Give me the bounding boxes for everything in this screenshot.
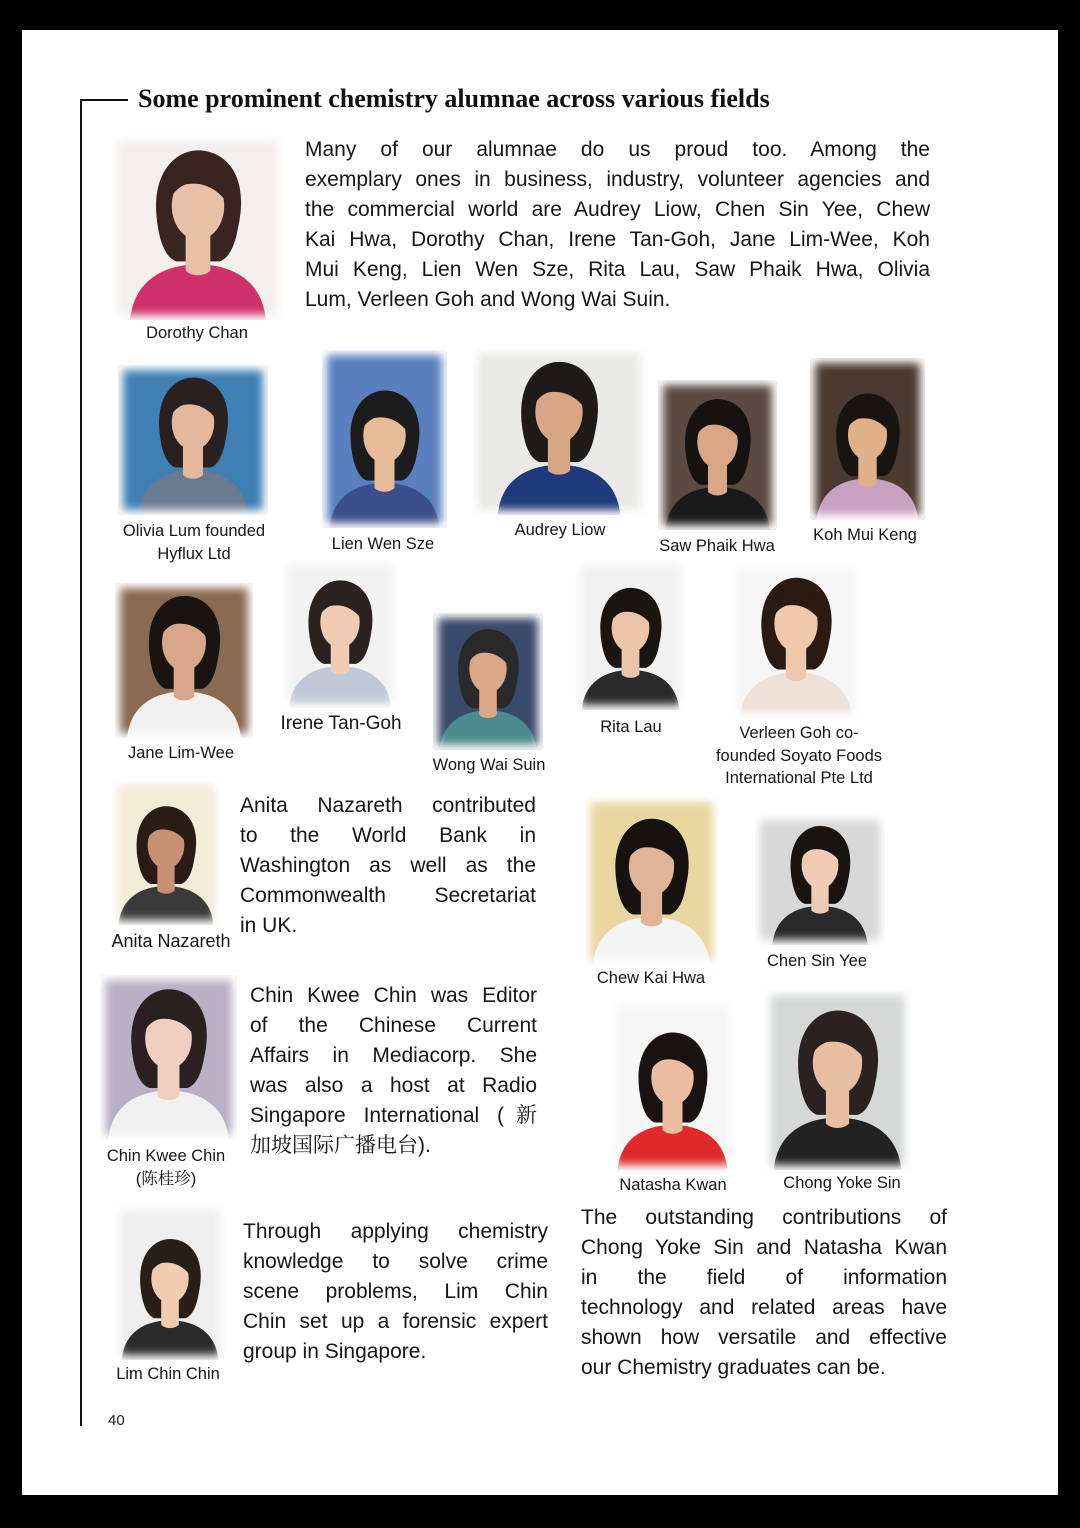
photo-lim-chin-chin bbox=[115, 1205, 225, 1360]
chong-natasha-line: our Chemistry graduates can be. bbox=[581, 1356, 886, 1379]
photo-irene-tan-goh bbox=[282, 560, 398, 708]
intro-paragraph bbox=[305, 135, 930, 315]
chin-line: was also a host at Radio bbox=[250, 1074, 537, 1097]
lim-line: group in Singapore. bbox=[243, 1340, 427, 1363]
photo-saw-phaik-hwa bbox=[658, 380, 777, 530]
intro-line: Mui Keng, Lien Wen Sze, Rita Lau, Saw Phaik Hwa, Olivia bbox=[305, 258, 930, 281]
photo-olivia-lum bbox=[118, 365, 268, 515]
caption-koh-mui-keng: Koh Mui Keng bbox=[813, 526, 917, 544]
caption-chong-yoke-sin: Chong Yoke Sin bbox=[783, 1174, 901, 1192]
caption-lien-wen-sze: Lien Wen Sze bbox=[331, 535, 435, 553]
lim-line: scene problems, Lim Chin bbox=[243, 1280, 548, 1303]
lim-line: Chin set up a forensic expert bbox=[243, 1310, 548, 1333]
chong-natasha-line: The outstanding contributions of bbox=[581, 1206, 947, 1229]
page-title: Some prominent chemistry alumnae across various fields bbox=[138, 84, 770, 113]
chin-line: Singapore International (新 bbox=[250, 1104, 537, 1127]
caption-chen-sin-yee: Chen Sin Yee bbox=[766, 952, 867, 970]
caption-verleen-goh: Verleen Goh co- founded Soyato Foods International Pte Ltd bbox=[715, 724, 883, 787]
intro-line: Lum, Verleen Goh and Wong Wai Suin. bbox=[305, 288, 671, 311]
photo-natasha-kwan bbox=[610, 1000, 735, 1170]
chong-natasha-line: technology and related areas have bbox=[581, 1296, 947, 1319]
anita-paragraph bbox=[240, 791, 536, 941]
chong-natasha-line: Chong Yoke Sin and Natasha Kwan bbox=[581, 1236, 947, 1259]
caption-saw-phaik-hwa: Saw Phaik Hwa bbox=[659, 537, 775, 555]
photo-anita-nazareth bbox=[112, 780, 220, 925]
intro-line: Many of our alumnae do us proud too. Among the bbox=[305, 138, 930, 161]
photo-dorothy-chan bbox=[113, 135, 283, 320]
caption-olivia-lum: Olivia Lum founded Hyflux Ltd bbox=[122, 522, 266, 563]
page-number: 40 bbox=[108, 1412, 125, 1429]
lim-line: knowledge to solve crime bbox=[243, 1250, 548, 1273]
photo-audrey-liow bbox=[473, 348, 645, 515]
chin-line: of the Chinese Current bbox=[250, 1014, 537, 1037]
anita-line: Commonwealth Secretariat bbox=[240, 884, 536, 907]
chin-line: Chin Kwee Chin was Editor bbox=[250, 984, 537, 1007]
caption-jane-lim-wee: Jane Lim-Wee bbox=[127, 744, 235, 762]
chin-line: 加坡国际广播电台). bbox=[250, 1134, 431, 1157]
anita-line: Washington as well as the bbox=[240, 854, 536, 877]
caption-natasha-kwan: Natasha Kwan bbox=[619, 1176, 727, 1194]
lim-paragraph bbox=[243, 1217, 548, 1367]
intro-line: the commercial world are Audrey Liow, Chen Sin Yee, Chew bbox=[305, 198, 930, 221]
title-rule-vertical bbox=[80, 99, 82, 1426]
anita-line: in UK. bbox=[240, 914, 298, 937]
caption-irene-tan-goh: Irene Tan-Goh bbox=[280, 713, 402, 734]
photo-lien-wen-sze bbox=[322, 350, 447, 528]
photo-rita-lau bbox=[575, 560, 686, 710]
photo-chin-kwee-chin bbox=[100, 975, 237, 1140]
caption-rita-lau: Rita Lau bbox=[600, 718, 662, 736]
chong-natasha-paragraph bbox=[581, 1203, 947, 1383]
caption-audrey-liow: Audrey Liow bbox=[514, 521, 606, 539]
caption-lim-chin-chin: Lim Chin Chin bbox=[116, 1365, 220, 1383]
chong-natasha-line: shown how versatile and effective bbox=[581, 1326, 947, 1349]
photo-chen-sin-yee bbox=[755, 815, 885, 945]
anita-line: Anita Nazareth contributed bbox=[240, 794, 536, 817]
title-rule-horizontal bbox=[80, 99, 128, 101]
photo-jane-lim-wee bbox=[115, 583, 253, 738]
photo-koh-mui-keng bbox=[810, 358, 925, 520]
photo-chew-kai-hwa bbox=[585, 797, 718, 965]
photo-verleen-goh bbox=[730, 565, 862, 718]
anita-line: to the World Bank in bbox=[240, 824, 536, 847]
caption-chew-kai-hwa: Chew Kai Hwa bbox=[596, 969, 706, 987]
intro-line: Kai Hwa, Dorothy Chan, Irene Tan-Goh, Jane Lim-Wee, Koh bbox=[305, 228, 930, 251]
intro-line: exemplary ones in business, industry, volunteer agencies and bbox=[305, 168, 930, 191]
chin-paragraph bbox=[250, 981, 537, 1161]
photo-chong-yoke-sin bbox=[765, 990, 910, 1170]
chin-line: Affairs in Mediacorp. She bbox=[250, 1044, 537, 1067]
caption-chin-kwee-chin: Chin Kwee Chin (陈桂珍) bbox=[106, 1147, 226, 1188]
chong-natasha-line: in the field of information bbox=[581, 1266, 947, 1289]
caption-anita-nazareth: Anita Nazareth bbox=[111, 931, 231, 951]
lim-line: Through applying chemistry bbox=[243, 1220, 548, 1243]
photo-wong-wai-suin bbox=[433, 613, 543, 750]
caption-dorothy-chan: Dorothy Chan bbox=[146, 324, 248, 342]
caption-wong-wai-suin: Wong Wai Suin bbox=[432, 756, 546, 774]
